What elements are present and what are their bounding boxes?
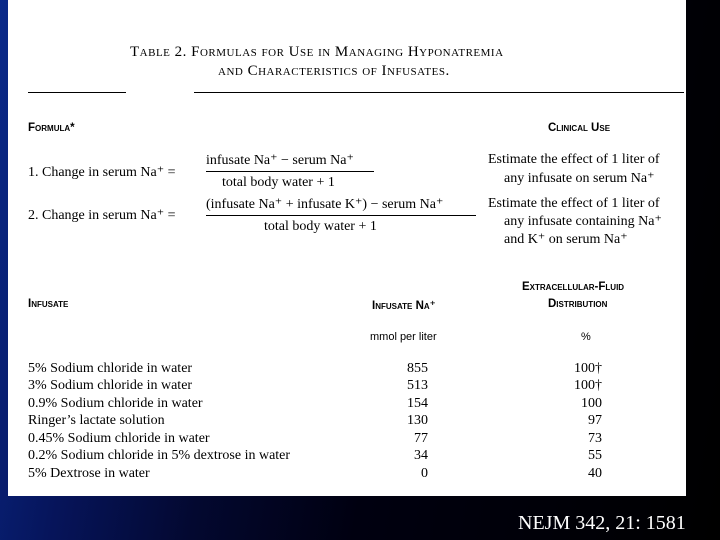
- table-title-line2: and Characteristics of Infusates.: [218, 63, 450, 79]
- slide-panel: [8, 0, 686, 496]
- infusate-na-header: Infusate Na⁺: [372, 300, 436, 312]
- formula-1-use-line1: Estimate the effect of 1 liter of: [488, 152, 660, 167]
- infusate-row-ecf: 100: [581, 396, 602, 411]
- formula-1-numerator: infusate Na⁺ − serum Na⁺: [206, 153, 354, 168]
- infusate-row-name: 3% Sodium chloride in water: [28, 378, 193, 393]
- ecf-header-line1: Extracellular-Fluid: [522, 281, 625, 293]
- formula-2-use-line1: Estimate the effect of 1 liter of: [488, 196, 660, 211]
- infusate-row-na: 855: [407, 361, 428, 376]
- infusate-row-name: 5% Dextrose in water: [28, 466, 150, 481]
- infusate-row-ecf: 100†: [574, 378, 602, 393]
- title-rule-right: [194, 92, 684, 93]
- infusate-row-na: 154: [407, 396, 428, 411]
- infusate-row-name: 5% Sodium chloride in water: [28, 361, 193, 376]
- infusate-row-name: Ringer’s lactate solution: [28, 413, 165, 428]
- table-title-line1: Table 2. Formulas for Use in Managing Hyponatremia: [130, 44, 504, 60]
- citation-caption: NEJM 342, 21: 1581: [518, 512, 686, 534]
- formula-2-denominator: total body water + 1: [264, 219, 377, 234]
- infusate-row-na: 77: [414, 431, 428, 446]
- formula-1-label: 1. Change in serum Na⁺ =: [28, 165, 176, 180]
- infusate-row-na: 0: [421, 466, 428, 481]
- ecf-header-line2: Distribution: [548, 298, 608, 310]
- infusate-row-ecf: 55: [588, 448, 602, 463]
- ecf-unit: %: [581, 331, 591, 343]
- title-rule-left: [28, 92, 126, 93]
- formula-2-numerator: (infusate Na⁺ + infusate K⁺) − serum Na⁺: [206, 197, 444, 212]
- formula-1-fraction-bar: [206, 171, 374, 172]
- formula-2-use-line3: and K⁺ on serum Na⁺: [504, 232, 628, 247]
- formula-1-use-line2: any infusate on serum Na⁺: [504, 171, 655, 186]
- infusate-row-na: 34: [414, 448, 428, 463]
- infusate-row-name: 0.9% Sodium chloride in water: [28, 396, 203, 411]
- infusate-row-ecf: 73: [588, 431, 602, 446]
- formula-1-denominator: total body water + 1: [222, 175, 335, 190]
- infusate-row-na: 130: [407, 413, 428, 428]
- infusate-row-name: 0.45% Sodium chloride in water: [28, 431, 210, 446]
- infusate-row-na: 513: [407, 378, 428, 393]
- formula-2-fraction-bar: [206, 215, 476, 216]
- infusate-header: Infusate: [28, 298, 69, 310]
- formula-header: Formula*: [28, 122, 75, 134]
- clinical-use-header: Clinical Use: [548, 122, 611, 134]
- infusate-row-ecf: 40: [588, 466, 602, 481]
- na-unit: mmol per liter: [370, 331, 437, 343]
- infusate-row-name: 0.2% Sodium chloride in 5% dextrose in water: [28, 448, 291, 463]
- formula-2-use-line2: any infusate containing Na⁺: [504, 214, 662, 229]
- formula-2-label: 2. Change in serum Na⁺ =: [28, 208, 176, 223]
- infusate-row-ecf: 100†: [574, 361, 602, 376]
- infusate-row-ecf: 97: [588, 413, 602, 428]
